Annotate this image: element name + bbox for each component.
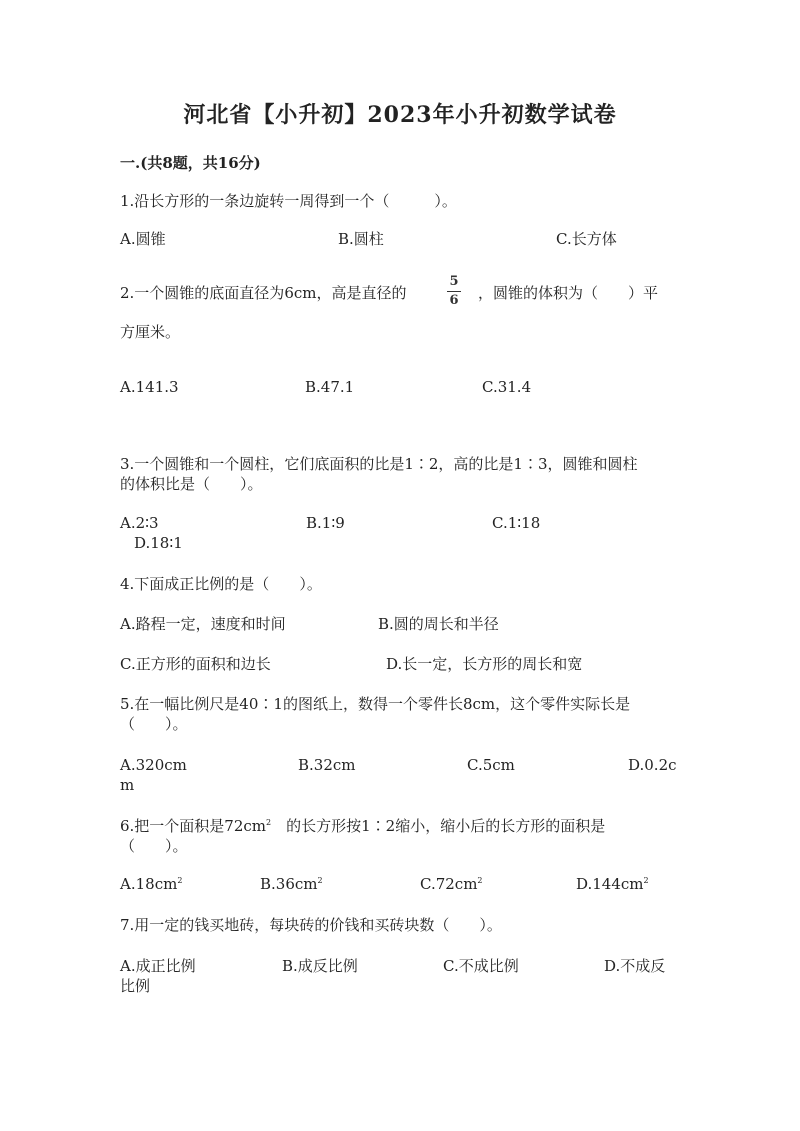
- question-1-option-a: A.圆锥: [120, 230, 166, 248]
- question-1-stem: 1.沿长方形的一条边旋转一周得到一个（ ）。: [120, 192, 457, 210]
- question-6-stem-line-1: [120, 815, 605, 836]
- question-4-option-b: B.圆的周长和半径: [378, 615, 499, 633]
- question-6-option-d-text: D.144cm: [576, 875, 644, 893]
- fraction-numerator: 5: [449, 274, 459, 289]
- question-2-stem-part-1: 2.一个圆锥的底面直径为6cm，高是直径的: [120, 284, 407, 302]
- question-2-option-a: A.141.3: [120, 378, 179, 396]
- question-6-option-c: [420, 875, 483, 893]
- squared-superscript: 2: [643, 876, 649, 885]
- question-4-option-c: C.正方形的面积和边长: [120, 655, 271, 673]
- question-5-option-c: C.5cm: [467, 756, 515, 774]
- squared-superscript: 2: [177, 876, 183, 885]
- question-7-option-b: B.成反比例: [282, 957, 358, 975]
- question-7-option-d: D.不成反: [604, 957, 666, 975]
- question-6-stem-line-2: （ ）。: [120, 837, 188, 855]
- question-7-option-a: A.成正比例: [120, 957, 196, 975]
- question-6-stem-part-2: 的长方形按1∶2缩小，缩小后的长方形的面积是: [286, 817, 606, 835]
- question-2-option-c: C.31.4: [482, 378, 532, 396]
- question-1-option-b: B.圆柱: [338, 230, 384, 248]
- question-5-stem-line-2: （ ）。: [120, 715, 188, 733]
- fraction-bar: [447, 291, 461, 292]
- squared-superscript: 2: [317, 876, 323, 885]
- question-5-option-b: B.32cm: [298, 756, 356, 774]
- page-title: 河北省【小升初】2023年小升初数学试卷: [183, 102, 617, 128]
- question-6-option-b-text: B.36cm: [260, 875, 318, 893]
- question-6-option-c-text: C.72cm: [420, 875, 478, 893]
- question-7-stem: 7.用一定的钱买地砖，每块砖的价钱和买砖块数（ ）。: [120, 916, 502, 934]
- question-7-option-c: C.不成比例: [443, 957, 519, 975]
- question-3-option-b: B.1∶9: [306, 514, 345, 532]
- question-4-stem: 4.下面成正比例的是（ ）。: [120, 575, 322, 593]
- question-3-option-a: A.2∶3: [120, 514, 159, 532]
- question-7-option-d-wrap: 比例: [120, 977, 151, 995]
- question-6-option-a: [120, 875, 182, 893]
- question-5-option-d-wrap: m: [120, 776, 135, 794]
- question-1-option-c: C.长方体: [556, 230, 617, 248]
- question-5-option-a: A.320cm: [120, 756, 187, 774]
- question-6-stem-part-1: 6.把一个面积是72cm: [120, 817, 267, 835]
- question-3-stem-line-1: 3.一个圆锥和一个圆柱，它们底面积的比是1∶2，高的比是1∶3，圆锥和圆柱: [120, 455, 638, 473]
- question-3-option-c: C.1∶18: [492, 514, 541, 532]
- question-3-option-d: D.18∶1: [134, 534, 183, 552]
- question-2-stem-part-2: ，圆锥的体积为（ ）平: [478, 284, 659, 302]
- question-3-stem-line-2: 的体积比是（ ）。: [120, 475, 263, 493]
- question-5-stem-line-1: 5.在一幅比例尺是40∶1的图纸上，数得一个零件长8cm，这个零件实际长是: [120, 695, 631, 713]
- squared-superscript: 2: [477, 876, 483, 885]
- question-5-option-d: D.0.2c: [628, 756, 677, 774]
- question-2-stem-part-3: 方厘米。: [120, 323, 181, 341]
- question-4-option-d: D.长一定，长方形的周长和宽: [386, 655, 583, 673]
- question-4-option-a: A.路程一定，速度和时间: [120, 615, 286, 633]
- question-2-fraction: [447, 274, 461, 309]
- question-6-option-b: [260, 875, 323, 893]
- fraction-denominator: 6: [449, 293, 459, 308]
- squared-superscript: 2: [266, 818, 272, 827]
- section-heading: 一.(共8题，共16分): [120, 154, 261, 172]
- question-6-option-d: [576, 875, 649, 893]
- question-2-option-b: B.47.1: [305, 378, 355, 396]
- question-6-option-a-text: A.18cm: [120, 875, 178, 893]
